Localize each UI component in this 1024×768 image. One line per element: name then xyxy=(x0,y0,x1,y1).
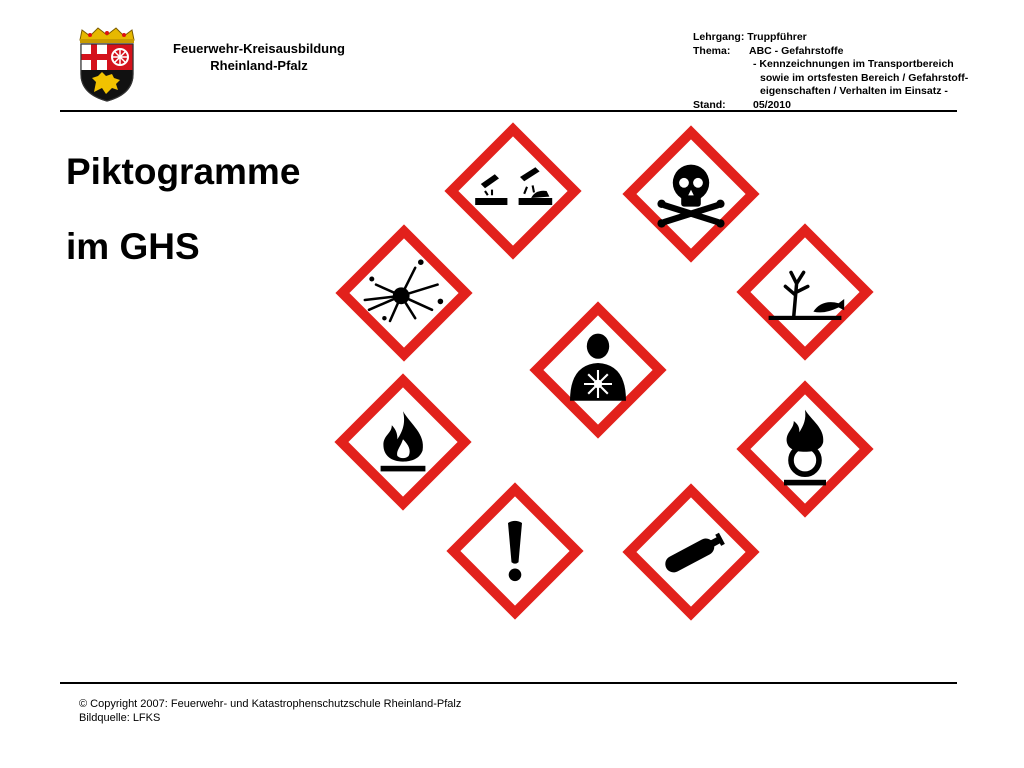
course-label: Lehrgang: xyxy=(693,31,745,43)
course-meta xyxy=(693,31,968,112)
footer-divider xyxy=(60,682,957,684)
image-source-text: Bildquelle: LFKS xyxy=(79,712,161,724)
status-label: Stand: xyxy=(693,98,726,111)
slide-title: Piktogramme xyxy=(66,151,301,192)
topic-line-4: eigenschaften / Verhalten im Einsatz - xyxy=(760,85,948,97)
topic-line-2: - Kennzeichnungen im Transportbereich xyxy=(753,58,954,70)
coat-of-arms-icon xyxy=(76,26,138,102)
copyright-text: © Copyright 2007: Feuerwehr- und Katastrophenschutzschule Rheinland-Pfalz xyxy=(79,698,462,710)
slide-subtitle: im GHS xyxy=(66,226,200,267)
footer xyxy=(79,697,461,725)
exclamation-mark-icon xyxy=(445,481,585,621)
topic-value: ABC - Gefahrstoffe xyxy=(749,44,844,57)
environment-icon xyxy=(735,222,875,362)
topic-label: Thema: xyxy=(693,44,731,57)
organization-line-2: Rheinland-Pfalz xyxy=(210,58,308,73)
topic-line-3: sowie im ortsfesten Bereich / Gefahrstoff- xyxy=(760,71,969,84)
organization-line-1: Feuerwehr-Kreisausbildung xyxy=(173,41,345,56)
organization-name xyxy=(150,40,368,74)
header-divider xyxy=(60,110,957,112)
health-hazard-icon xyxy=(528,300,668,440)
course-value: Truppführer xyxy=(747,31,807,43)
gas-cylinder-icon xyxy=(621,482,761,622)
exploding-bomb-icon xyxy=(334,223,474,363)
status-value: 05/2010 xyxy=(753,98,791,111)
